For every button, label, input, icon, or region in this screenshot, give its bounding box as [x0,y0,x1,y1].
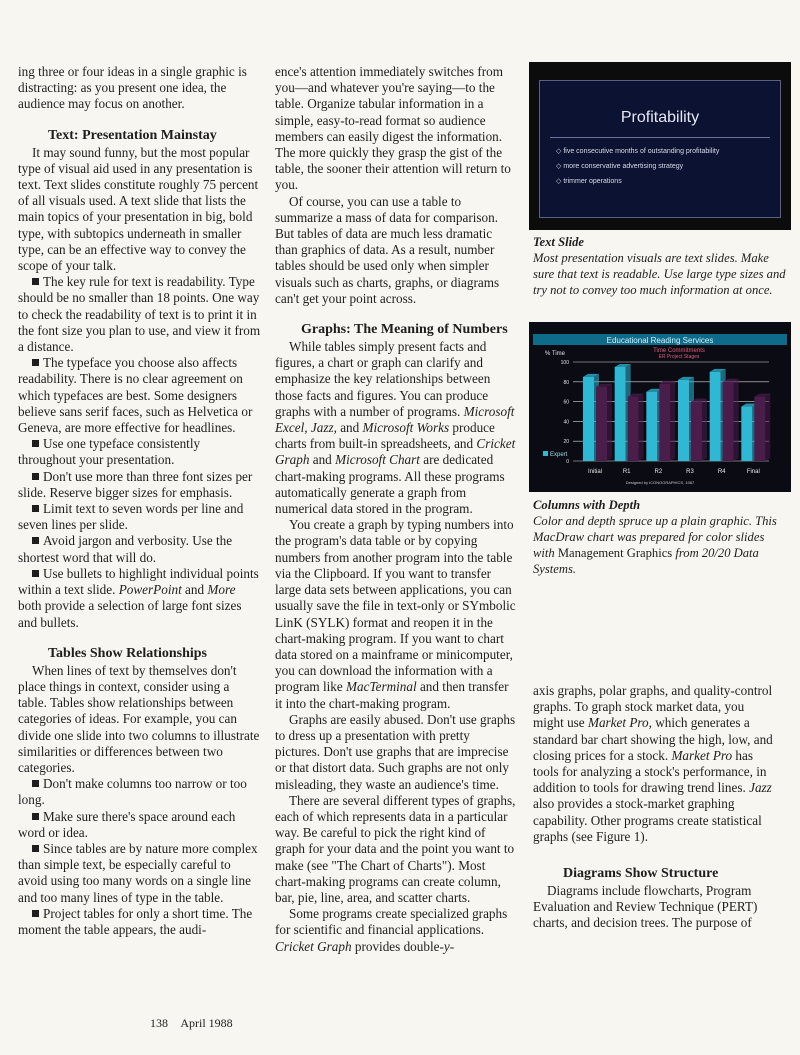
y-tick-label: 20 [563,439,569,446]
bullet-item [18,566,261,631]
page-footer [150,1016,243,1031]
chart-subtitle: Time Commitments [653,348,705,354]
chart-subtitle-2: ER Project Stages [658,354,700,360]
bullet-item [18,841,261,906]
x-tick-label: R1 [622,469,631,475]
diamond-bullet-icon: ◇ [556,163,562,170]
bullet-item [18,809,261,841]
slide-bullet-text: more conservative advertising strategy [563,163,684,170]
caption-title: Text Slide [533,235,584,249]
column-2 [275,64,518,955]
bullet-square-icon [32,570,39,577]
caption-columns-depth [533,497,788,577]
bullet-square-icon [32,813,39,820]
x-tick-label: R3 [686,469,694,475]
paragraph: ence's attention immediately switches from you—and whatever you're saying—to the table. Organize tabular information in a simple, easy-to-read format so audience members can easily digest the information. The more quickly they grasp the gist of the table, the sooner their attention will return to you. [275,64,511,193]
bullet-item [18,906,261,938]
bullet-text: Use bullets to highlight individual points within a text slide. [18,565,259,598]
bullet-text: Since tables are by nature more complex than simple text, be especially careful to avoid using too many words on a single line and too many lines of type in the table. [18,840,258,905]
x-tick-label: Final [746,469,760,475]
bullet-square-icon [32,278,39,285]
bullet-item [18,436,261,468]
program-name: Cricket Graph [275,938,352,954]
bar [691,402,702,461]
bullet-square-icon [32,780,39,787]
program-name: Cricket Graph [275,436,516,468]
bar-side [607,384,612,461]
bullet-item [18,274,261,355]
text: You create a graph by typing numbers into the program's data table or by copying numbers from another program into the table via the Clipboard. If you want to transfer large data sets between applications, you can usually save the file in text-only or SYmbolic LinK (SYLK) format and reopen it in the chart-making program. If you want to chart data stored on a mainframe or minicomputer, you can download the information with a program like [275,517,516,695]
slide-bullet [556,147,719,155]
bullet-item [18,355,261,436]
bullet-item [18,469,261,501]
text: and then transfer it into the chart-making program. [275,679,509,711]
program-name: Market Pro [671,747,733,763]
bullet-text: Use one typeface consistently throughout your presentation. [18,436,201,468]
text: produce charts from built-in spreadsheets, and [275,420,495,452]
caption-text: Color and depth spruce up a plain graphic. This MacDraw chart was prepared for color slides with [533,514,777,560]
caption-body: Most presentation visuals are text slides. Make sure that text is readable. Use large type sizes and try not to convey too much information at once. [533,251,786,297]
bullet-text: The key rule for text is readability. Type should be no smaller than 18 points. One way to check the readability of text is to print it in the font size you plan to use, and view it from a distance. [18,274,261,355]
program-name: PowerPoint [118,582,182,598]
bar-side [734,379,739,461]
bullet-square-icon [32,505,39,512]
bar [741,407,752,461]
bar [646,392,657,461]
text: provides double- [351,938,444,954]
slide-frame [539,80,781,218]
heading-text-presentation: Text: Presentation Mainstay [48,127,217,143]
paragraph: Diagrams include flowcharts, Program Evaluation and Review Technique (PERT) charts, and decision trees. The purpose of [533,883,758,931]
bullet-item [18,501,261,533]
bullet-text: Avoid jargon and verbosity. Use the shortest word that will do. [18,533,233,565]
bullet-square-icon [32,473,39,480]
column-chart-figure [529,322,791,492]
diamond-bullet-icon: ◇ [556,148,562,155]
chart-title: Educational Reading Services [606,336,714,345]
program-name: Market Pro, [587,715,652,731]
slide-bullet-text: five consecutive months of outstanding profitability [563,148,720,155]
bar-side [670,381,675,461]
text: Some programs create specialized graphs for scientific and financial applications. [275,906,508,938]
bullet-square-icon [32,359,39,366]
x-tick-label: Initial [587,469,603,475]
caption-text: from 20/20 Data Systems. [533,546,759,576]
legend-swatch [543,451,548,456]
y-tick-label: 40 [563,419,569,426]
slide-bullet [556,177,622,185]
slide-title: Profitability [620,109,700,126]
y-tick-label: 0 [566,459,569,465]
text: axis graphs, polar graphs, and quality-control graphs. To graph stock market data, you might use [533,683,773,731]
paragraph [275,517,518,711]
bullet-text: both provide a selection of large font sizes and bullets. [18,598,242,630]
bullet-text: The typeface you choose also affects readability. There is no clear agreement on which typefaces are best. Some designers believe sans serif faces, such as Helvetica or Geneva, are more effective for headlines. [18,355,253,436]
slide-bullet [556,162,683,170]
column-3 [533,683,778,932]
caption-body [533,513,788,577]
text: - [449,938,455,954]
paragraph: Of course, you can use a table to summarize a mass of data for comparison. But tables of data are much less dramatic than graphics of data. As a result, number tables should be used only when simpler visuals such as charts, graphs, or diagrams can't get your point across. [275,193,500,306]
text: y [443,938,450,954]
x-tick-label: R2 [654,469,663,475]
paragraph: It may sound funny, but the most popular type of visual aid used in any presentation is text. Text slides constitute roughly 75 percent of all visuals used. A text slide that lists the main topics of your presentation in big, bold type, with subtopics underneath in smaller type, can be an effective way to convey the scope of your talk. [18,144,259,274]
caption-text: Management Graphics [557,546,673,560]
heading-graphs: Graphs: The Meaning of Numbers [301,322,508,338]
text: also provides a stock-market graphing capability. Other programs create statistical graphs (see Figure 1). [533,796,762,844]
slide-divider [550,137,770,138]
column-1 [18,64,261,938]
program-name: Microsoft Works [362,420,450,436]
x-tick-label: R4 [717,469,726,475]
bullet-text: Project tables for only a short time. The moment the table appears, the audi- [18,905,253,937]
program-name: More [207,582,236,598]
paragraph: When lines of text by themselves don't place things in context, consider using a table. Tables show relationships between categories of ideas. For example, you can divide one slide into two columns to illustrate similarities or differences between two categories. [18,662,260,775]
bar [615,367,626,461]
issue-date: April 1988 [180,1016,233,1030]
text: are dedicated chart-making programs. All these programs automatically generate a graph from numerical data stored in the program. [275,452,505,517]
bullet-square-icon [32,537,39,544]
bar [723,382,734,461]
bullet-text: Don't use more than three font sizes per slide. Reserve bigger sizes for emphasis. [18,468,253,500]
paragraph: ing three or four ideas in a single graphic is distracting: as you present one idea, the audience may focus on another. [18,64,247,112]
heading-diagrams: Diagrams Show Structure [563,866,719,882]
paragraph [533,683,778,845]
bar-side [702,399,707,461]
y-tick-label: 60 [563,399,569,406]
paragraph: Graphs are easily abused. Don't use graphs to dress up a presentation with pretty pictures. Don't use graphs that are imprecise or that distort data. Such graphs are not only misleading, they waste an audience's time. [275,711,516,792]
program-name: Microsoft Chart [335,452,420,468]
chart-credit: Designed by ICONOGRAPHICS, 1987 [625,480,695,485]
bullet-text: Don't make columns too narrow or too long. [18,776,247,808]
text: and [309,452,336,468]
bar [596,387,607,461]
bullet-square-icon [32,440,39,447]
paragraph [275,906,518,955]
slide-bullet-text: trimmer operations [563,178,622,185]
y-tick-label: 80 [563,379,569,386]
bar [628,397,639,461]
text-slide-figure [529,62,791,230]
text: and [336,420,363,436]
text: While tables simply present facts and figures, a chart or graph can clarify and emphasize the key relationships between those facts and figures. You can produce graphs with a number of programs. [275,339,491,419]
page-number: 138 [150,1016,168,1030]
bar [583,377,594,461]
bullet-text: Make sure there's space around each word or idea. [18,808,236,840]
legend-label: Expert [550,452,568,458]
heading-tables: Tables Show Relationships [48,645,207,661]
bar [754,397,765,461]
bar [710,372,721,461]
bullet-square-icon [32,910,39,917]
text: has tools for analyzing a stock's performance, in addition to tools for drawing trend lines. [533,747,767,796]
bullet-square-icon [32,845,39,852]
text: which generates a standard bar chart showing the high, low, and closing prices for a stock. [533,715,773,763]
bar-side [765,394,770,461]
bullet-item [18,533,261,565]
caption-title: Columns with Depth [533,498,641,512]
bullet-item [18,776,261,808]
bar [659,384,670,461]
paragraph [275,339,518,517]
caption-text-slide [533,234,788,298]
program-name: Microsoft Excel, Jazz, [275,403,515,436]
bar [678,380,689,461]
program-name: Jazz [749,780,772,796]
diamond-bullet-icon: ◇ [556,178,562,185]
bar-side [639,394,644,461]
bullet-text: Limit text to seven words per line and seven lines per slide. [18,501,244,533]
y-axis-label: % Time [545,351,566,357]
y-tick-label: 100 [560,360,569,366]
paragraph: There are several different types of graphs, each of which represents data in a particular way. Be careful to pick the right kind of graph for your data and the point you want to make (see "The Chart of Charts"). Most chart-making programs can create column, bar, pie, line, area, and scatter charts. [275,792,516,905]
column-chart [529,322,791,492]
program-name: MacTerminal [346,679,417,695]
bullet-text: and [181,582,208,598]
chart-bars [583,364,770,461]
